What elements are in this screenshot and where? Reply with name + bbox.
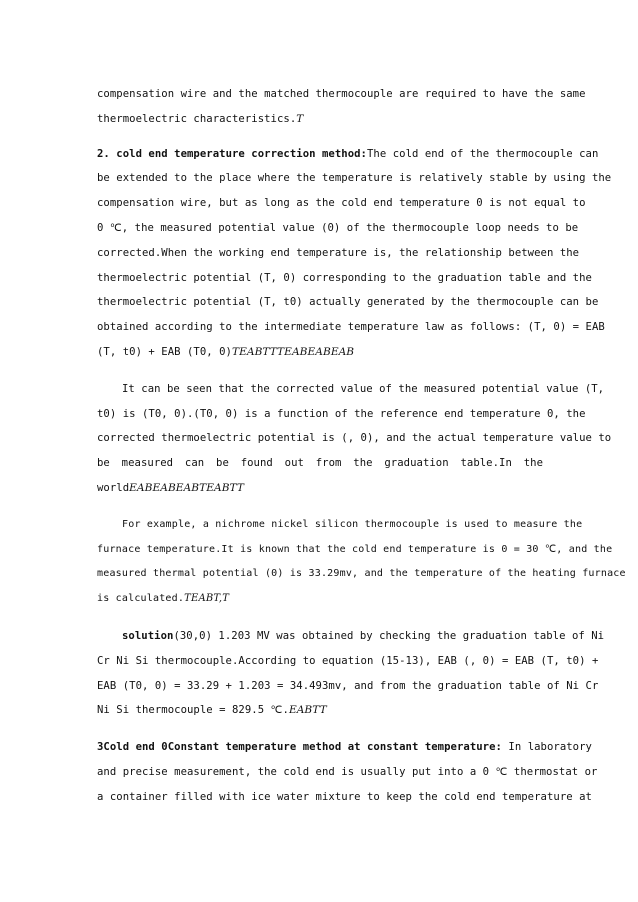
- text-line: [97, 587, 543, 612]
- text-line: t0) is (T0, 0).(T0, 0) is a function of the reference end temperature 0, the: [97, 407, 586, 420]
- paragraph-gap: [97, 365, 543, 377]
- text-line: [97, 698, 543, 723]
- text-span: is calculated.: [97, 593, 185, 605]
- italic-formula: EABEABEABTEABTT: [129, 481, 244, 494]
- text-line: be extended to the place where the temperature is relatively stable by using the: [97, 172, 612, 185]
- text-line: compensation wire and the matched thermocouple are required to have the same: [97, 88, 586, 100]
- paragraph-gap: [97, 723, 543, 735]
- paragraph-gap: [97, 501, 543, 513]
- text-span: world: [97, 481, 130, 494]
- text-line: 0 ℃, the measured potential value (0) of the thermocouple loop needs to be: [97, 221, 579, 234]
- paragraph-corrected-value: [97, 377, 612, 501]
- section-heading: 3Cold end 0Constant temperature method at constant temperature:: [97, 741, 502, 754]
- text-span: thermoelectric characteristics.: [97, 112, 297, 125]
- text-line: [97, 735, 592, 760]
- text-line: and precise measurement, the cold end is usually put into a 0 ℃ thermostat or: [97, 765, 598, 778]
- paragraph-gap: [97, 612, 543, 624]
- section-heading: cold end temperature correction method:: [116, 147, 367, 160]
- text-line: [97, 107, 543, 132]
- text-line: thermoelectric potential (T, t0) actually generated by the thermocouple can be: [97, 296, 599, 309]
- italic-formula: EABTT: [288, 704, 327, 717]
- paragraph-cold-end-correction: [97, 142, 612, 365]
- text-line: thermoelectric potential (T, 0) corresponding to the graduation table and the: [97, 271, 592, 284]
- paragraph-example: [97, 513, 626, 612]
- text-line: corrected thermoelectric potential is (, 0), and the actual temperature value to: [97, 432, 612, 445]
- section-number: 2.: [97, 147, 110, 160]
- text-line: furnace temperature.It is known that the cold end temperature is 0 = 30 ℃, and the: [97, 543, 613, 555]
- text-line: EAB (T0, 0) = 33.29 + 1.203 = 34.493mv, and from the graduation table of Ni Cr: [97, 679, 599, 692]
- solution-label: solution: [122, 629, 174, 642]
- text-line: compensation wire, but as long as the cold end temperature 0 is not equal to: [97, 197, 586, 210]
- italic-formula: T: [296, 112, 304, 125]
- text-span: Ni Si thermocouple = 829.5 ℃.: [97, 704, 289, 717]
- document-page: [97, 82, 626, 810]
- text-span: (T, t0) + EAB (T0, 0): [97, 345, 232, 358]
- italic-formula: TEABTTTEABEABEAB: [232, 345, 355, 358]
- text-line: Cr Ni Si thermocouple.According to equation (15-13), EAB (, 0) = EAB (T, t0) +: [97, 654, 599, 667]
- text-span: (30,0) 1.203 MV was obtained by checking the graduation table of Ni: [173, 629, 605, 642]
- text-span: The cold end of the thermocouple can: [367, 147, 599, 160]
- paragraph-solution: [97, 624, 605, 723]
- text-line: obtained according to the intermediate temperature law as follows: (T, 0) = EAB: [97, 321, 605, 334]
- text-line: [97, 340, 543, 365]
- text-line: a container filled with ice water mixture to keep the cold end temperature at: [97, 790, 592, 803]
- text-line: corrected.When the working end temperature is, the relationship between the: [97, 246, 580, 259]
- text-line: It can be seen that the corrected value of the measured potential value (T,: [122, 382, 605, 395]
- text-line: [97, 476, 543, 501]
- text-span: In laboratory: [508, 741, 592, 754]
- paragraph-gap: [97, 132, 543, 142]
- text-line: [97, 142, 599, 167]
- paragraph-constant-temperature: [97, 735, 598, 809]
- text-line: For example, a nichrome nickel silicon thermocouple is used to measure the: [122, 518, 583, 530]
- italic-formula: TEABT,T: [184, 593, 230, 605]
- text-line: measured thermal potential (0) is 33.29mv, and the temperature of the heating furnace: [97, 568, 626, 580]
- text-line: [97, 624, 605, 649]
- paragraph-compensation-wire: [97, 82, 586, 132]
- text-line: be measured can be found out from the graduation table.In the: [97, 457, 543, 470]
